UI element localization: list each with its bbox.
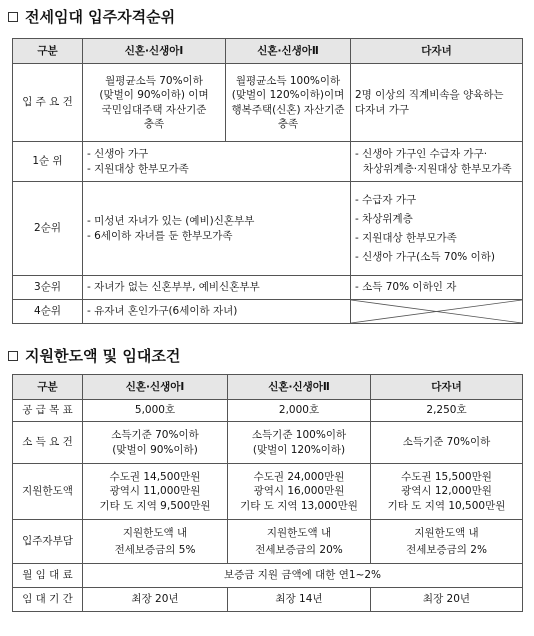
- table-header-row: [13, 39, 523, 64]
- income-row: [13, 422, 523, 464]
- supply-col2: 2,000호: [228, 400, 371, 422]
- burden-row: [13, 520, 523, 564]
- header-newlywed-2: 신혼·신생아Ⅱ: [228, 375, 371, 400]
- section2-heading: [8, 345, 180, 366]
- rank2-row: [13, 182, 523, 276]
- header-category: 구분: [13, 375, 83, 400]
- header-multichild: 다자녀: [351, 39, 523, 64]
- limit-col2: 수도권 24,000만원 광역시 16,000만원 기타 도 지역 13,000만원: [228, 464, 371, 520]
- square-bullet-icon: [8, 351, 18, 361]
- support-limit-table: [12, 374, 523, 612]
- section1-heading: [8, 6, 175, 27]
- rank2-shared: - 미성년 자녀가 있는 (예비)신혼부부 - 6세이하 자녀를 둔 한부모가족: [83, 182, 351, 276]
- limit-row: [13, 464, 523, 520]
- rent-value: 보증금 지원 금액에 대한 연1~2%: [83, 564, 523, 588]
- row-label: 소 득 요 건: [13, 422, 83, 464]
- row-label: 입 주 요 건: [13, 64, 83, 142]
- rank3-shared: - 자녀가 없는 신혼부부, 예비신혼부부: [83, 276, 351, 300]
- rank2-multichild: - 수급자 가구 - 차상위계층 - 지원대상 한부모가족 - 신생아 가구(소득 70% 이하): [351, 182, 523, 276]
- header-newlywed-2: 신혼·신생아Ⅱ: [226, 39, 351, 64]
- burden-col2: 지원한도액 내 전세보증금의 20%: [228, 520, 371, 564]
- table-header-row: [13, 375, 523, 400]
- row-label: 입주자부담: [13, 520, 83, 564]
- period-col3: 최장 20년: [371, 588, 523, 612]
- limit-col1: 수도권 14,500만원 광역시 11,000만원 기타 도 지역 9,500만원: [83, 464, 228, 520]
- row-label: 4순위: [13, 300, 83, 324]
- row-label: 공 급 목 표: [13, 400, 83, 422]
- row-label: 임 대 기 간: [13, 588, 83, 612]
- header-category: 구분: [13, 39, 83, 64]
- section1-title: 전세임대 입주자격순위: [25, 8, 176, 26]
- row-label: 3순위: [13, 276, 83, 300]
- period-col1: 최장 20년: [83, 588, 228, 612]
- eligibility-col3: 2명 이상의 직계비속을 양육하는 다자녀 가구: [351, 64, 523, 142]
- diagonal-cross-icon: [351, 300, 522, 323]
- eligibility-row: [13, 64, 523, 142]
- rank1-multichild: - 신생아 가구인 수급자 가구· 차상위계층·지원대상 한부모가족: [351, 142, 523, 182]
- eligibility-col2: 월평균소득 100%이하 (맞벌이 120%이하)이며 행복주택(신혼) 자산기준 충족: [226, 64, 351, 142]
- rank4-row: [13, 300, 523, 324]
- header-newlywed-1: 신혼·신생아Ⅰ: [83, 375, 228, 400]
- rank4-shared: - 유자녀 혼인가구(6세이하 자녀): [83, 300, 351, 324]
- period-row: [13, 588, 523, 612]
- rent-row: [13, 564, 523, 588]
- eligibility-rank-table: [12, 38, 523, 324]
- income-col2: 소득기준 100%이하 (맞벌이 120%이하): [228, 422, 371, 464]
- period-col2: 최장 14년: [228, 588, 371, 612]
- row-label: 지원한도액: [13, 464, 83, 520]
- income-col3: 소득기준 70%이하: [371, 422, 523, 464]
- header-newlywed-1: 신혼·신생아Ⅰ: [83, 39, 226, 64]
- row-label: 1순 위: [13, 142, 83, 182]
- supply-row: [13, 400, 523, 422]
- section2-title: 지원한도액 및 임대조건: [25, 347, 181, 365]
- row-label: 2순위: [13, 182, 83, 276]
- limit-col3: 수도권 15,500만원 광역시 12,000만원 기타 도 지역 10,500만원: [371, 464, 523, 520]
- rank1-shared: - 신생아 가구 - 지원대상 한부모가족: [83, 142, 351, 182]
- eligibility-col1: 월평균소득 70%이하 (맞벌이 90%이하) 이며 국민임대주택 자산기준 충족: [83, 64, 226, 142]
- income-col1: 소득기준 70%이하 (맞벌이 90%이하): [83, 422, 228, 464]
- square-bullet-icon: [8, 12, 18, 22]
- header-multichild: 다자녀: [371, 375, 523, 400]
- supply-col3: 2,250호: [371, 400, 523, 422]
- burden-col3: 지원한도액 내 전세보증금의 2%: [371, 520, 523, 564]
- row-label: 월 임 대 료: [13, 564, 83, 588]
- rank3-row: [13, 276, 523, 300]
- empty-cell-cross: [351, 300, 523, 324]
- rank3-multichild: - 소득 70% 이하인 자: [351, 276, 523, 300]
- supply-col1: 5,000호: [83, 400, 228, 422]
- rank1-row: [13, 142, 523, 182]
- burden-col1: 지원한도액 내 전세보증금의 5%: [83, 520, 228, 564]
